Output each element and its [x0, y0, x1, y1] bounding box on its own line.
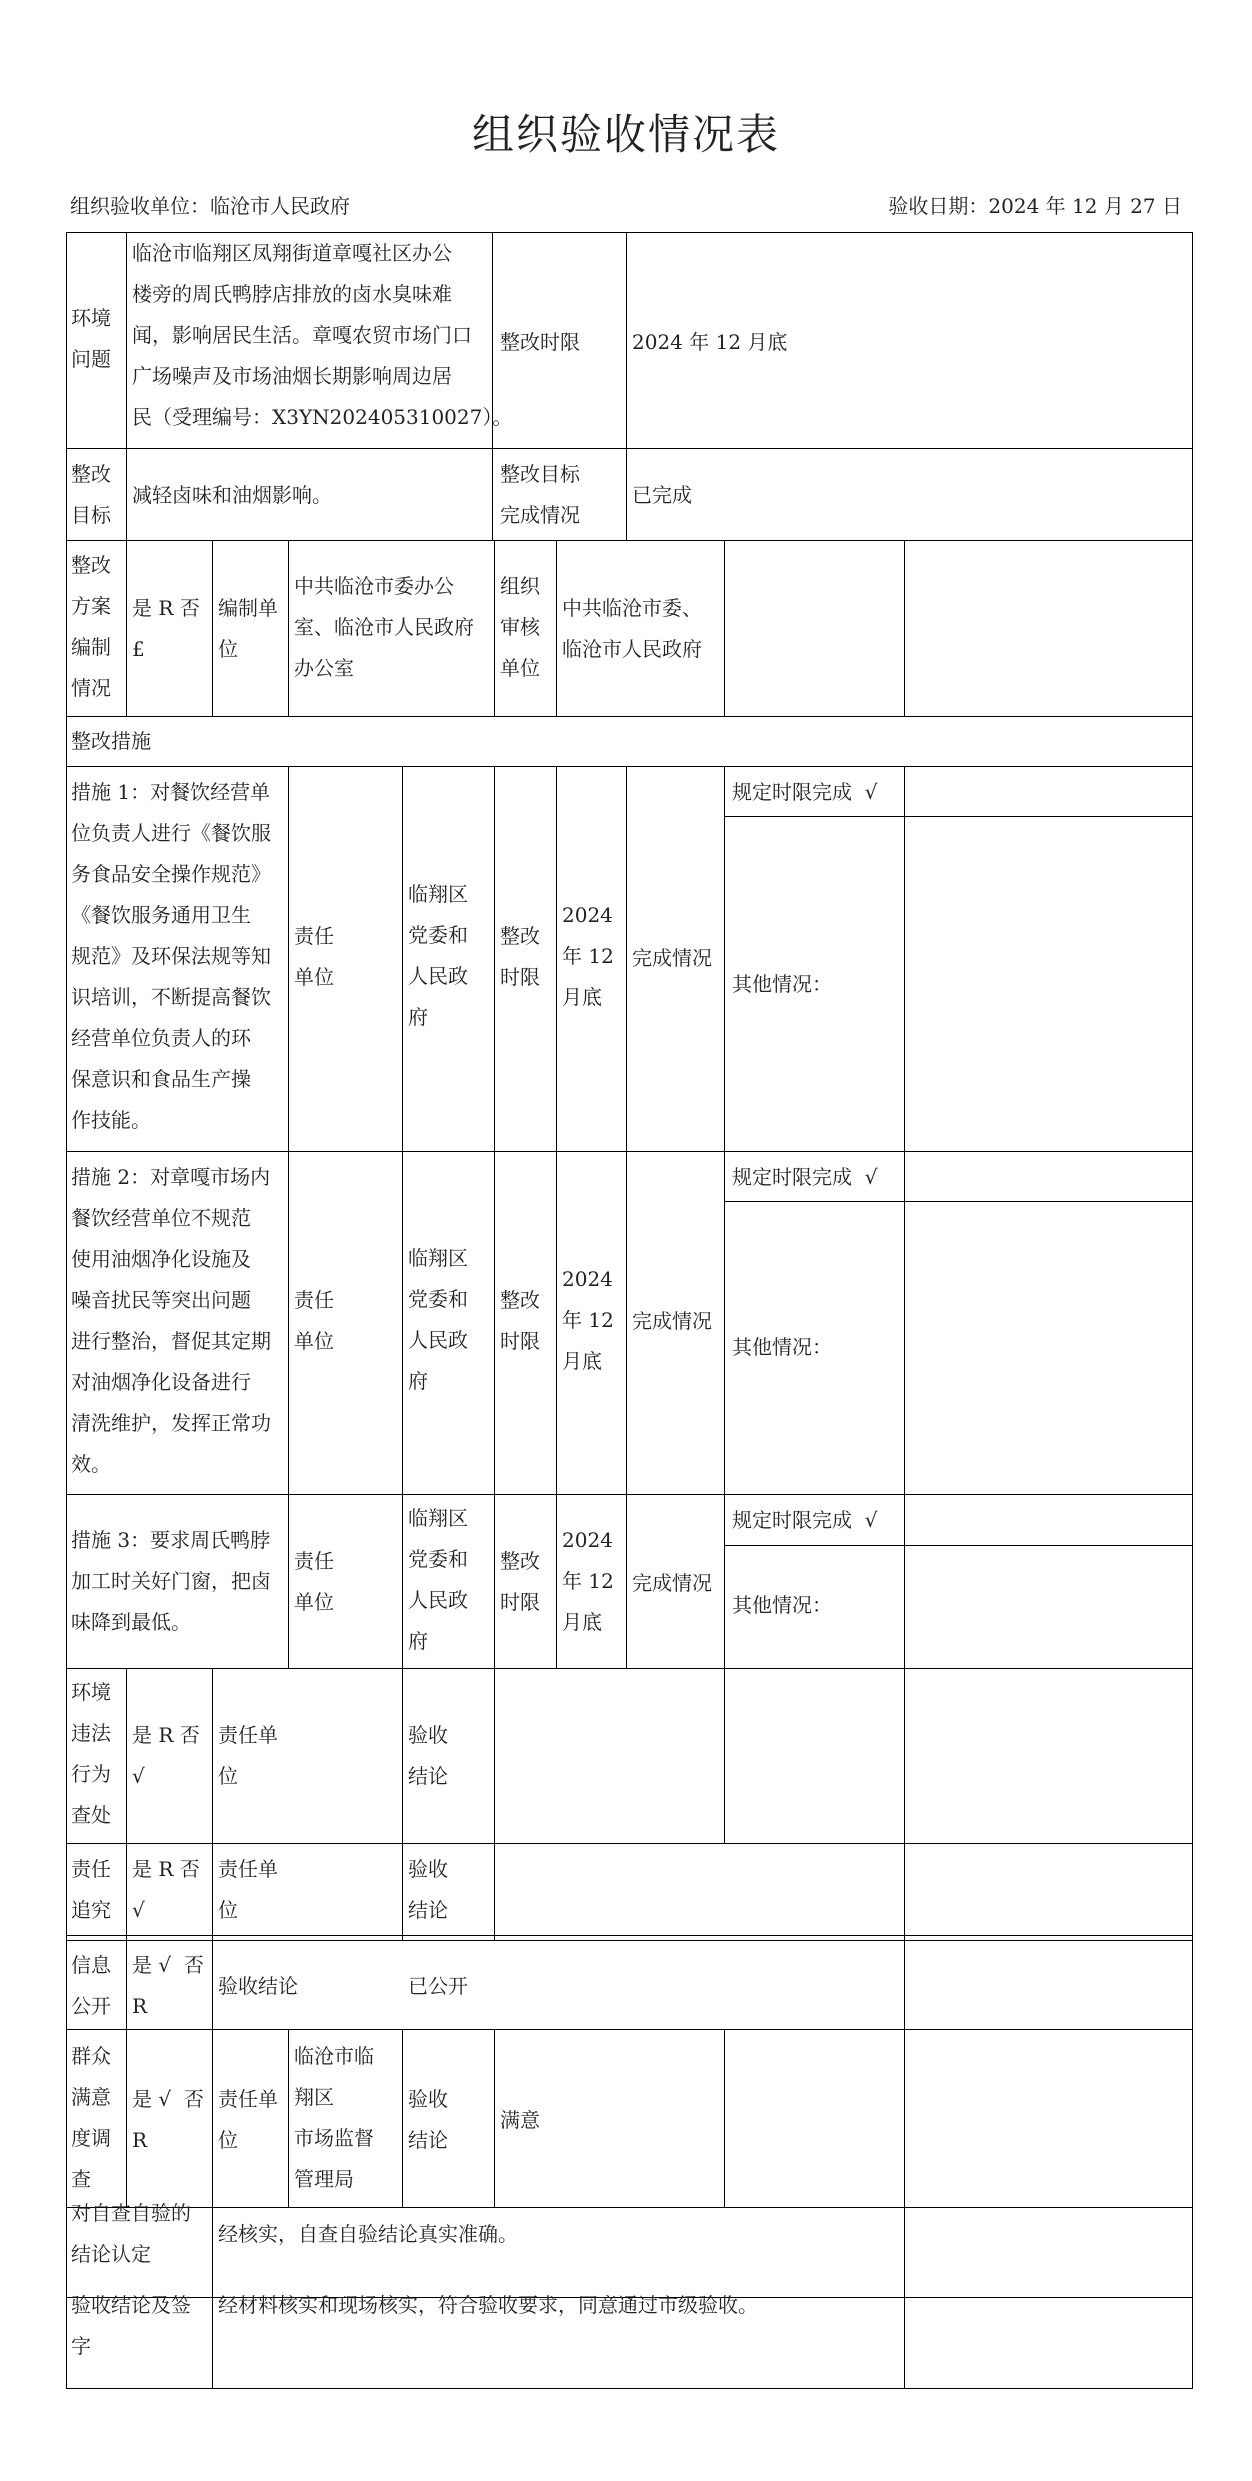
table-rule — [66, 232, 67, 2389]
table-rule — [402, 2029, 403, 2208]
table-rule — [66, 2388, 1193, 2389]
survey-resp-value: 临沧市临 翔区 市场监督 管理局 — [294, 2044, 374, 2191]
measure-1-resp-label: 责任 单位 — [294, 924, 334, 989]
measure-3-deadline-value: 2024 年 12 月底 — [562, 1528, 614, 1634]
measure-3-resp-value: 临翔区 党委和 人民政 府 — [408, 1506, 468, 1653]
survey-resp-label: 责任单 位 — [218, 2087, 278, 2152]
survey-yesno: 是 √ 否 R — [132, 2087, 204, 2152]
violation-label: 环境 违法 行为 查处 — [71, 1680, 111, 1827]
table-rule — [626, 766, 627, 1669]
table-rule — [66, 448, 1193, 449]
env-text: 临沧市临翔区凤翔街道章嘎社区办公 楼旁的周氏鸭脖店排放的卤水臭味难 闻，影响居民生活。章嘎农贸市场门口 广场噪声及市场油烟长期影响周边居 民（受理编号：X3YN202405310027）。 — [132, 241, 513, 429]
measure-1-complete-label: 完成情况 — [632, 946, 712, 970]
measure-2-other: 其他情况： — [732, 1335, 832, 1359]
table-rule — [724, 816, 1193, 817]
table-rule — [494, 2029, 495, 2208]
table-rule — [556, 540, 557, 717]
target-status-label: 整改目标 完成情况 — [500, 462, 580, 527]
table-rule — [66, 1494, 1193, 1495]
target-label: 整改 目标 — [71, 462, 111, 527]
table-rule — [212, 1668, 213, 2208]
table-rule — [126, 448, 127, 541]
table-rule — [724, 1668, 725, 1844]
measure-1-deadline-value: 2024 年 12 月底 — [562, 903, 614, 1009]
table-rule — [904, 540, 905, 717]
survey-conclusion-label: 验收 结论 — [408, 2087, 448, 2152]
table-rule — [402, 766, 403, 1669]
table-rule — [724, 540, 725, 717]
measure-2-complete-label: 完成情况 — [632, 1309, 712, 1333]
env-label: 环境 问题 — [71, 306, 111, 371]
target-status-value: 已完成 — [632, 483, 692, 507]
table-rule — [66, 766, 1193, 767]
table-rule — [66, 1151, 1193, 1152]
page-title: 组织验收情况表 — [471, 110, 780, 159]
table-rule — [66, 1940, 1193, 1941]
final-label: 验收结论及签 字 — [71, 2293, 191, 2358]
table-rule — [904, 1668, 905, 2389]
table-rule — [66, 1843, 1193, 1844]
measure-2-text: 措施 2：对章嘎市场内 餐饮经营单位不规范 使用油烟净化设施及 噪音扰民等突出问题 进行整治，督促其定期 对油烟净化设备进行 清洗维护，发挥正常功 效。 — [71, 1165, 271, 1476]
self-check-value: 经核实，自查自验结论真实准确。 — [218, 2222, 518, 2246]
survey-label: 群众 满意 度调 查 — [71, 2044, 111, 2191]
accountability-conclusion-label: 验收 结论 — [408, 1857, 448, 1922]
table-rule — [1192, 232, 1193, 2389]
survey-conclusion-value: 满意 — [500, 2108, 540, 2132]
plan-yesno: 是 R 否 £ — [132, 596, 200, 661]
table-rule — [724, 766, 725, 1669]
table-rule — [724, 1545, 1193, 1546]
violation-conclusion-label: 验收 结论 — [408, 1723, 448, 1788]
table-rule — [494, 540, 495, 717]
self-check-label: 对自查自验的 结论认定 — [71, 2201, 191, 2266]
table-rule — [288, 540, 289, 717]
table-rule — [494, 766, 495, 1669]
table-rule — [66, 1935, 1193, 1936]
table-rule — [724, 2029, 725, 2208]
measure-2-resp-value: 临翔区 党委和 人民政 府 — [408, 1246, 468, 1393]
accountability-resp-label: 责任单 位 — [218, 1857, 278, 1922]
accountability-yesno: 是 R 否 √ — [132, 1857, 200, 1922]
acceptance-unit: 组织验收单位：临沧市人民政府 — [70, 194, 350, 218]
measure-3-complete-label: 完成情况 — [632, 1571, 712, 1595]
measure-1-deadline-label: 整改 时限 — [500, 924, 540, 989]
measure-2-ontime: 规定时限完成 √ — [732, 1165, 878, 1189]
plan-label: 整改 方案 编制 情况 — [71, 553, 111, 700]
plan-review-label: 组织 审核 单位 — [500, 574, 540, 680]
measure-3-text: 措施 3：要求周氏鸭脖 加工时关好门窗，把卤 味降到最低。 — [71, 1528, 271, 1634]
table-rule — [904, 766, 905, 1669]
disclosure-label: 信息 公开 — [71, 1953, 111, 2018]
table-rule — [126, 232, 127, 449]
table-rule — [66, 540, 1193, 541]
table-rule — [126, 540, 127, 717]
acceptance-date: 验收日期：2024 年 12 月 27 日 — [888, 194, 1182, 218]
disclosure-conclusion-value: 已公开 — [408, 1974, 468, 1998]
measure-3-other: 其他情况： — [732, 1593, 832, 1617]
table-rule — [66, 2029, 1193, 2030]
env-deadline-value: 2024 年 12 月底 — [632, 330, 788, 354]
plan-review-value: 中共临沧市委、 临沧市人民政府 — [562, 596, 702, 661]
disclosure-yesno: 是 √ 否 R — [132, 1953, 204, 2018]
table-rule — [626, 232, 627, 541]
measure-3-deadline-label: 整改 时限 — [500, 1549, 540, 1614]
table-rule — [212, 540, 213, 717]
table-rule — [402, 1668, 403, 1941]
table-rule — [126, 1668, 127, 2208]
disclosure-conclusion-label: 验收结论 — [218, 1974, 298, 1998]
measures-header: 整改措施 — [71, 729, 151, 753]
target-text: 减轻卤味和油烟影响。 — [132, 483, 332, 507]
table-rule — [66, 1668, 1193, 1669]
measure-1-other: 其他情况： — [732, 972, 832, 996]
table-rule — [724, 1201, 1193, 1202]
table-rule — [66, 2207, 1193, 2208]
final-value: 经材料核实和现场核实，符合验收要求，同意通过市级验收。 — [218, 2293, 758, 2317]
table-rule — [288, 2029, 289, 2208]
plan-unit-value: 中共临沧市委办公 室、临沧市人民政府 办公室 — [294, 574, 474, 680]
plan-unit-label: 编制单 位 — [218, 596, 278, 661]
violation-yesno: 是 R 否 √ — [132, 1723, 200, 1788]
accountability-label: 责任 追究 — [71, 1857, 111, 1922]
measure-1-ontime: 规定时限完成 √ — [732, 780, 878, 804]
violation-resp-label: 责任单 位 — [218, 1723, 278, 1788]
env-deadline-label: 整改时限 — [500, 330, 580, 354]
measure-1-text: 措施 1：对餐饮经营单 位负责人进行《餐饮服 务食品安全操作规范》 《餐饮服务通用卫生 规范》及环保法规等知 识培训，不断提高餐饮 经营单位负责人的环 保意识和食品生产操 作技能。 — [71, 780, 271, 1132]
table-rule — [66, 716, 1193, 717]
measure-3-ontime: 规定时限完成 √ — [732, 1508, 878, 1532]
table-rule — [556, 766, 557, 1669]
measure-2-deadline-value: 2024 年 12 月底 — [562, 1267, 614, 1373]
measure-2-resp-label: 责任 单位 — [294, 1288, 334, 1353]
measure-1-resp-value: 临翔区 党委和 人民政 府 — [408, 882, 468, 1029]
measure-2-deadline-label: 整改 时限 — [500, 1288, 540, 1353]
measure-3-resp-label: 责任 单位 — [294, 1549, 334, 1614]
table-rule — [288, 766, 289, 1669]
table-rule — [494, 1668, 495, 1941]
table-rule — [212, 2207, 213, 2389]
